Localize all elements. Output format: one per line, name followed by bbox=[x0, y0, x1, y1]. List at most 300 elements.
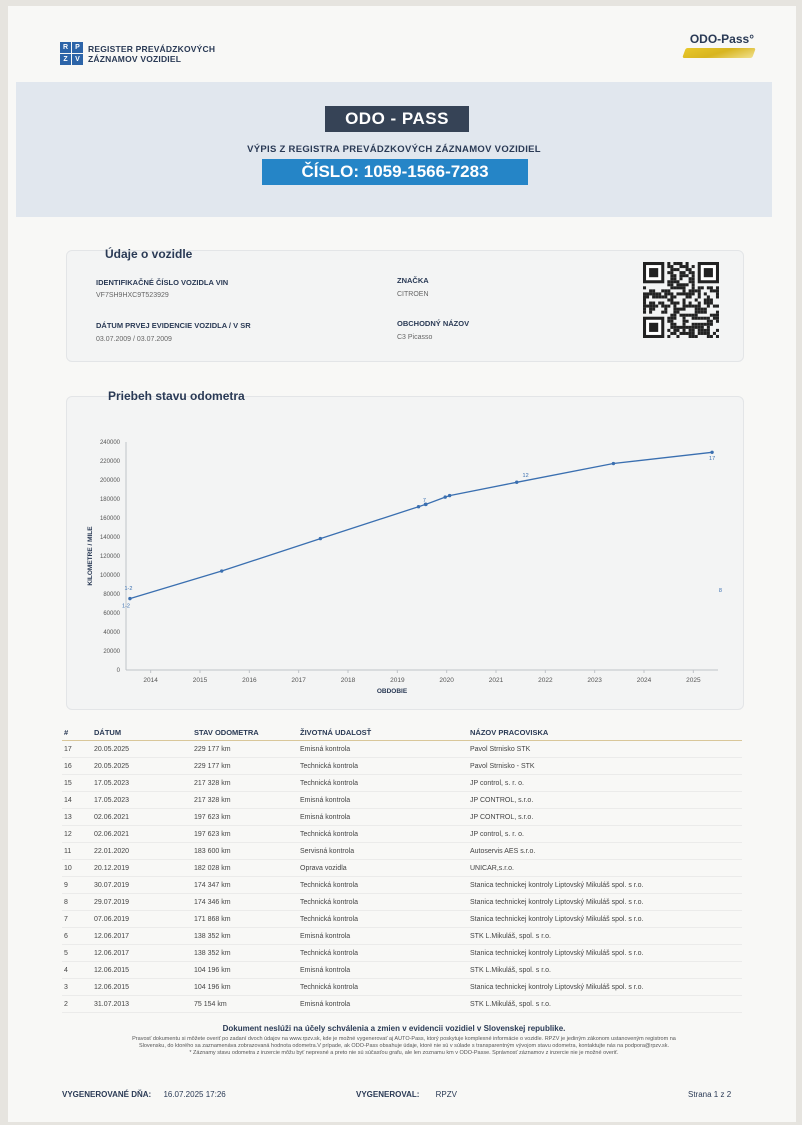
rpzv-letter: P bbox=[72, 42, 83, 53]
qr-module bbox=[683, 274, 686, 277]
qr-module bbox=[695, 326, 698, 329]
cell-number: 16 bbox=[62, 758, 94, 775]
cell-odometer: 138 352 km bbox=[194, 945, 300, 962]
qr-module bbox=[676, 286, 679, 289]
qr-module bbox=[676, 283, 679, 286]
data-point bbox=[710, 451, 713, 454]
qr-module bbox=[670, 277, 673, 280]
model-value: C3 Picasso bbox=[397, 334, 433, 341]
qr-module bbox=[679, 286, 682, 289]
col-header-odometer: STAV ODOMETRA bbox=[194, 724, 300, 741]
qr-module bbox=[683, 265, 686, 268]
qr-module bbox=[670, 280, 673, 283]
table-row bbox=[62, 775, 742, 792]
cell-workplace: Pavol Strnisko STK bbox=[470, 741, 742, 758]
cell-date: 20.05.2025 bbox=[94, 758, 194, 775]
qr-module bbox=[689, 271, 692, 274]
qr-module bbox=[667, 329, 670, 332]
qr-module bbox=[710, 323, 713, 326]
qr-module bbox=[692, 335, 695, 338]
cell-odometer: 138 352 km bbox=[194, 928, 300, 945]
rpzv-letter-grid bbox=[60, 42, 83, 65]
cell-odometer: 217 328 km bbox=[194, 792, 300, 809]
footer-generated-value: 16.07.2025 17:26 bbox=[163, 1090, 226, 1099]
cell-number: 15 bbox=[62, 775, 94, 792]
qr-module bbox=[646, 292, 649, 295]
qr-module bbox=[707, 298, 710, 301]
qr-module bbox=[701, 329, 704, 332]
qr-module bbox=[643, 302, 646, 305]
qr-module bbox=[716, 335, 719, 338]
cell-number: 2 bbox=[62, 996, 94, 1013]
qr-module bbox=[649, 308, 652, 311]
qr-module bbox=[695, 289, 698, 292]
cell-workplace: Stanica technickej kontroly Liptovský Mikuláš spol. s r.o. bbox=[470, 979, 742, 996]
disclaimer-notes bbox=[64, 1036, 744, 1057]
qr-module bbox=[683, 289, 686, 292]
qr-module bbox=[673, 317, 676, 320]
qr-module bbox=[673, 314, 676, 317]
qr-module bbox=[710, 320, 713, 323]
y-tick-label: 80000 bbox=[103, 592, 120, 598]
rpzv-name-line1: REGISTER PREVÁDZKOVÝCH bbox=[88, 43, 216, 54]
cell-number: 17 bbox=[62, 741, 94, 758]
qr-module bbox=[643, 308, 646, 311]
qr-module bbox=[670, 314, 673, 317]
table-row bbox=[62, 792, 742, 809]
rpzv-letter: Z bbox=[60, 54, 71, 65]
qr-module bbox=[673, 308, 676, 311]
qr-module bbox=[670, 271, 673, 274]
qr-module bbox=[701, 311, 704, 314]
data-point bbox=[443, 495, 446, 498]
cell-event: Servisná kontrola bbox=[300, 843, 470, 860]
qr-module bbox=[689, 335, 692, 338]
qr-module bbox=[683, 320, 686, 323]
qr-module bbox=[686, 262, 689, 265]
qr-module bbox=[710, 314, 713, 317]
point-annotation: 17 bbox=[709, 456, 716, 463]
rpzv-name-line2: ZÁZNAMOV VOZIDIEL bbox=[88, 53, 182, 64]
qr-module bbox=[643, 298, 646, 301]
qr-module bbox=[676, 311, 679, 314]
odopass-stripe-icon bbox=[682, 48, 756, 58]
table-row bbox=[62, 945, 742, 962]
cell-date: 12.06.2017 bbox=[94, 945, 194, 962]
qr-module bbox=[704, 317, 707, 320]
qr-module bbox=[713, 317, 716, 320]
cell-odometer: 174 347 km bbox=[194, 877, 300, 894]
qr-module bbox=[673, 326, 676, 329]
qr-module bbox=[679, 332, 682, 335]
qr-module bbox=[707, 329, 710, 332]
cell-number: 11 bbox=[62, 843, 94, 860]
cell-event: Emisná kontrola bbox=[300, 792, 470, 809]
cell-odometer: 183 600 km bbox=[194, 843, 300, 860]
cell-workplace: JP CONTROL, s.r.o. bbox=[470, 809, 742, 826]
cell-date: 20.12.2019 bbox=[94, 860, 194, 877]
qr-module bbox=[673, 302, 676, 305]
qr-module bbox=[686, 332, 689, 335]
qr-module bbox=[707, 305, 710, 308]
y-tick-label: 200000 bbox=[99, 478, 120, 484]
qr-module bbox=[649, 305, 652, 308]
qr-module bbox=[698, 302, 701, 305]
point-annotation: 7 bbox=[422, 497, 426, 504]
qr-module bbox=[686, 292, 689, 295]
cell-workplace: JP CONTROL, s.r.o. bbox=[470, 792, 742, 809]
qr-module bbox=[692, 280, 695, 283]
qr-module bbox=[701, 286, 704, 289]
qr-module bbox=[698, 326, 701, 329]
table-row bbox=[62, 758, 742, 775]
qr-module bbox=[673, 274, 676, 277]
qr-module bbox=[670, 286, 673, 289]
cell-number: 9 bbox=[62, 877, 94, 894]
qr-module bbox=[670, 332, 673, 335]
vin-label: IDENTIFIKAČNÉ ČÍSLO VOZIDLA VIN bbox=[96, 278, 229, 287]
cell-date: 22.01.2020 bbox=[94, 843, 194, 860]
x-tick-label: 2024 bbox=[636, 677, 652, 684]
odometer-section-title: Priebeh stavu odometra bbox=[108, 389, 245, 403]
qr-module bbox=[673, 311, 676, 314]
qr-module bbox=[649, 289, 652, 292]
qr-module bbox=[689, 280, 692, 283]
qr-module bbox=[689, 329, 692, 332]
table-row bbox=[62, 741, 742, 758]
y-tick-label: 60000 bbox=[103, 611, 120, 617]
table-row bbox=[62, 911, 742, 928]
odometer-chart bbox=[66, 412, 736, 702]
document-subtitle: VÝPIS Z REGISTRA PREVÁDZKOVÝCH ZÁZNAMOV VOZIDIEL bbox=[247, 144, 541, 155]
qr-module bbox=[716, 286, 719, 289]
cell-date: 12.06.2015 bbox=[94, 962, 194, 979]
qr-module bbox=[673, 332, 676, 335]
table-row bbox=[62, 877, 742, 894]
model-label: OBCHODNÝ NÁZOV bbox=[397, 319, 470, 328]
qr-module bbox=[701, 323, 704, 326]
y-tick-label: 140000 bbox=[99, 535, 120, 541]
qr-module bbox=[689, 277, 692, 280]
qr-module bbox=[676, 329, 679, 332]
qr-module bbox=[673, 329, 676, 332]
cell-date: 29.07.2019 bbox=[94, 894, 194, 911]
cell-event: Emisná kontrola bbox=[300, 962, 470, 979]
qr-module bbox=[683, 323, 686, 326]
qr-module bbox=[716, 295, 719, 298]
qr-module bbox=[707, 320, 710, 323]
qr-module bbox=[692, 305, 695, 308]
qr-module bbox=[683, 302, 686, 305]
x-tick-label: 2015 bbox=[192, 677, 208, 684]
cell-workplace: STK L.Mikuláš, spol. s r.o. bbox=[470, 962, 742, 979]
x-tick-label: 2021 bbox=[488, 677, 504, 684]
qr-module bbox=[652, 308, 655, 311]
col-header-date: DÁTUM bbox=[94, 724, 194, 741]
qr-module bbox=[692, 323, 695, 326]
qr-module bbox=[689, 332, 692, 335]
qr-module bbox=[692, 289, 695, 292]
cell-workplace: Stanica technickej kontroly Liptovský Mikuláš spol. s r.o. bbox=[470, 894, 742, 911]
cell-workplace: Pavol Strnisko - STK bbox=[470, 758, 742, 775]
cell-number: 10 bbox=[62, 860, 94, 877]
qr-module bbox=[667, 298, 670, 301]
qr-module bbox=[661, 311, 664, 314]
cell-date: 02.06.2021 bbox=[94, 826, 194, 843]
cell-odometer: 171 868 km bbox=[194, 911, 300, 928]
qr-module bbox=[643, 286, 646, 289]
table-row bbox=[62, 843, 742, 860]
qr-module bbox=[698, 295, 701, 298]
qr-module bbox=[692, 283, 695, 286]
qr-module bbox=[673, 286, 676, 289]
x-tick-label: 2017 bbox=[291, 677, 306, 684]
qr-module bbox=[689, 314, 692, 317]
qr-module bbox=[667, 320, 670, 323]
qr-module bbox=[664, 305, 667, 308]
rpzv-logo bbox=[60, 42, 215, 65]
cell-number: 4 bbox=[62, 962, 94, 979]
x-tick-label: 2020 bbox=[439, 677, 454, 684]
rpzv-letter: R bbox=[60, 42, 71, 53]
qr-module bbox=[686, 314, 689, 317]
qr-module bbox=[695, 335, 698, 338]
qr-module bbox=[698, 305, 701, 308]
data-point bbox=[612, 462, 615, 465]
odopass-brand: ODO-Pass° bbox=[689, 32, 754, 46]
qr-module bbox=[704, 298, 707, 301]
qr-module bbox=[679, 326, 682, 329]
cell-event: Technická kontrola bbox=[300, 894, 470, 911]
qr-module bbox=[707, 323, 710, 326]
qr-module bbox=[713, 332, 716, 335]
cell-workplace: Stanica technickej kontroly Liptovský Mikuláš spol. s r.o. bbox=[470, 877, 742, 894]
qr-module bbox=[670, 295, 673, 298]
footer-generated bbox=[62, 1090, 226, 1099]
qr-module bbox=[710, 289, 713, 292]
cell-workplace: UNICAR,s.r.o. bbox=[470, 860, 742, 877]
qr-module bbox=[679, 271, 682, 274]
qr-module bbox=[661, 289, 664, 292]
cell-event: Technická kontrola bbox=[300, 911, 470, 928]
qr-module bbox=[689, 302, 692, 305]
qr-module bbox=[698, 292, 701, 295]
qr-module bbox=[679, 308, 682, 311]
qr-module bbox=[689, 305, 692, 308]
qr-module bbox=[652, 295, 655, 298]
cell-event: Emisná kontrola bbox=[300, 741, 470, 758]
qr-module bbox=[689, 326, 692, 329]
qr-module bbox=[707, 335, 710, 338]
x-axis-title: OBDOBIE bbox=[376, 688, 408, 695]
footer-by-label: VYGENEROVAL: bbox=[356, 1090, 420, 1099]
footer-page-number: Strana 1 z 2 bbox=[688, 1090, 732, 1099]
vin-value: VF7SH9HXC9T523929 bbox=[96, 292, 169, 299]
odometer-records-table bbox=[62, 724, 742, 1013]
qr-module bbox=[704, 308, 707, 311]
qr-module bbox=[716, 311, 719, 314]
qr-module bbox=[683, 329, 686, 332]
point-annotation: 1-2 bbox=[122, 603, 130, 610]
qr-module bbox=[673, 295, 676, 298]
qr-module bbox=[683, 314, 686, 317]
x-tick-label: 2025 bbox=[686, 677, 701, 684]
qr-module bbox=[646, 295, 649, 298]
qr-module bbox=[716, 329, 719, 332]
qr-module bbox=[667, 262, 670, 265]
qr-module bbox=[664, 311, 667, 314]
cell-workplace: Stanica technickej kontroly Liptovský Mikuláš spol. s r.o. bbox=[470, 911, 742, 928]
cell-odometer: 229 177 km bbox=[194, 758, 300, 775]
col-header-workplace: NÁZOV PRACOVISKA bbox=[470, 724, 742, 741]
qr-module bbox=[676, 302, 679, 305]
qr-module bbox=[695, 323, 698, 326]
cell-event: Oprava vozidla bbox=[300, 860, 470, 877]
cell-workplace: JP control, s. r. o. bbox=[470, 775, 742, 792]
qr-module bbox=[643, 295, 646, 298]
qr-module bbox=[670, 326, 673, 329]
y-tick-label: 100000 bbox=[99, 573, 120, 579]
cell-odometer: 229 177 km bbox=[194, 741, 300, 758]
qr-module bbox=[670, 283, 673, 286]
cell-odometer: 217 328 km bbox=[194, 775, 300, 792]
point-annotation: 1-2 bbox=[124, 586, 133, 593]
vehicle-section-title: Údaje o vozidle bbox=[105, 247, 193, 261]
cell-date: 02.06.2021 bbox=[94, 809, 194, 826]
qr-module bbox=[673, 323, 676, 326]
qr-module bbox=[683, 305, 686, 308]
cell-workplace: STK L.Mikuláš, spol. s r.o. bbox=[470, 996, 742, 1013]
qr-module bbox=[689, 292, 692, 295]
cell-event: Emisná kontrola bbox=[300, 809, 470, 826]
qr-module bbox=[664, 289, 667, 292]
qr-module bbox=[683, 298, 686, 301]
cell-workplace: Autoservis AES s.r.o. bbox=[470, 843, 742, 860]
qr-module bbox=[698, 308, 701, 311]
cell-date: 20.05.2025 bbox=[94, 741, 194, 758]
x-tick-label: 2022 bbox=[538, 677, 553, 684]
qr-module bbox=[704, 332, 707, 335]
qr-module bbox=[683, 308, 686, 311]
cell-odometer: 75 154 km bbox=[194, 996, 300, 1013]
cell-odometer: 104 196 km bbox=[194, 979, 300, 996]
cell-number: 3 bbox=[62, 979, 94, 996]
y-tick-label: 40000 bbox=[103, 630, 120, 636]
cell-workplace: Stanica technickej kontroly Liptovský Mikuláš spol. s r.o. bbox=[470, 945, 742, 962]
qr-module bbox=[679, 277, 682, 280]
qr-module bbox=[716, 292, 719, 295]
cell-number: 6 bbox=[62, 928, 94, 945]
x-tick-label: 2019 bbox=[390, 677, 405, 684]
qr-module bbox=[707, 317, 710, 320]
qr-code-icon bbox=[643, 262, 719, 338]
data-point bbox=[515, 481, 518, 484]
qr-module bbox=[698, 329, 701, 332]
qr-module bbox=[676, 292, 679, 295]
cell-number: 8 bbox=[62, 894, 94, 911]
data-point bbox=[448, 494, 451, 497]
document-title: ODO - PASS bbox=[325, 106, 469, 132]
qr-module bbox=[667, 271, 670, 274]
table-row bbox=[62, 826, 742, 843]
qr-module bbox=[683, 271, 686, 274]
qr-module bbox=[695, 311, 698, 314]
cell-number: 7 bbox=[62, 911, 94, 928]
x-tick-label: 2018 bbox=[340, 677, 356, 684]
qr-module bbox=[698, 317, 701, 320]
qr-module bbox=[713, 289, 716, 292]
qr-module bbox=[667, 292, 670, 295]
data-point bbox=[220, 569, 223, 572]
col-header-number: # bbox=[62, 724, 94, 741]
qr-module bbox=[704, 323, 707, 326]
cell-event: Technická kontrola bbox=[300, 758, 470, 775]
qr-module bbox=[670, 298, 673, 301]
qr-module bbox=[670, 265, 673, 268]
qr-module bbox=[676, 280, 679, 283]
qr-module bbox=[686, 268, 689, 271]
first-registration-label: DÁTUM PRVEJ EVIDENCIE VOZIDLA / V SR bbox=[96, 321, 251, 330]
footer-generated-label: VYGENEROVANÉ DŇA: bbox=[62, 1090, 152, 1099]
qr-module bbox=[670, 302, 673, 305]
odometer-series-line bbox=[130, 452, 712, 598]
qr-module bbox=[686, 283, 689, 286]
qr-module bbox=[667, 317, 670, 320]
qr-module bbox=[673, 268, 676, 271]
rpzv-letter: V bbox=[72, 54, 83, 65]
qr-module bbox=[692, 314, 695, 317]
cell-date: 12.06.2017 bbox=[94, 928, 194, 945]
qr-module bbox=[670, 268, 673, 271]
qr-module bbox=[652, 289, 655, 292]
qr-module bbox=[692, 274, 695, 277]
x-tick-label: 2023 bbox=[587, 677, 602, 684]
qr-module bbox=[686, 326, 689, 329]
qr-module bbox=[643, 311, 646, 314]
qr-module bbox=[704, 329, 707, 332]
qr-module bbox=[658, 292, 661, 295]
brand-value: CITROEN bbox=[397, 291, 429, 298]
y-tick-label: 0 bbox=[116, 668, 120, 674]
footer-generated-by bbox=[356, 1090, 457, 1099]
qr-module bbox=[683, 326, 686, 329]
qr-module bbox=[670, 317, 673, 320]
data-point bbox=[319, 537, 322, 540]
qr-module bbox=[670, 274, 673, 277]
cell-event: Technická kontrola bbox=[300, 826, 470, 843]
qr-module bbox=[683, 317, 686, 320]
qr-module bbox=[695, 305, 698, 308]
qr-module bbox=[689, 295, 692, 298]
odometer-chart-svg bbox=[66, 412, 736, 702]
disclaimer-main: Dokument neslúži na účely schválenia a zmien v evidencii vozidiel v Slovenskej republike. bbox=[222, 1024, 566, 1033]
qr-module bbox=[652, 302, 655, 305]
cell-date: 17.05.2023 bbox=[94, 775, 194, 792]
qr-module bbox=[695, 314, 698, 317]
qr-module bbox=[676, 268, 679, 271]
qr-module bbox=[676, 308, 679, 311]
qr-module bbox=[698, 286, 701, 289]
qr-module bbox=[692, 329, 695, 332]
qr-module bbox=[692, 286, 695, 289]
qr-module bbox=[673, 262, 676, 265]
cell-event: Technická kontrola bbox=[300, 945, 470, 962]
cell-number: 14 bbox=[62, 792, 94, 809]
table-row bbox=[62, 979, 742, 996]
x-tick-label: 2014 bbox=[143, 677, 158, 684]
table-row bbox=[62, 809, 742, 826]
point-annotation: 8 bbox=[718, 588, 722, 595]
